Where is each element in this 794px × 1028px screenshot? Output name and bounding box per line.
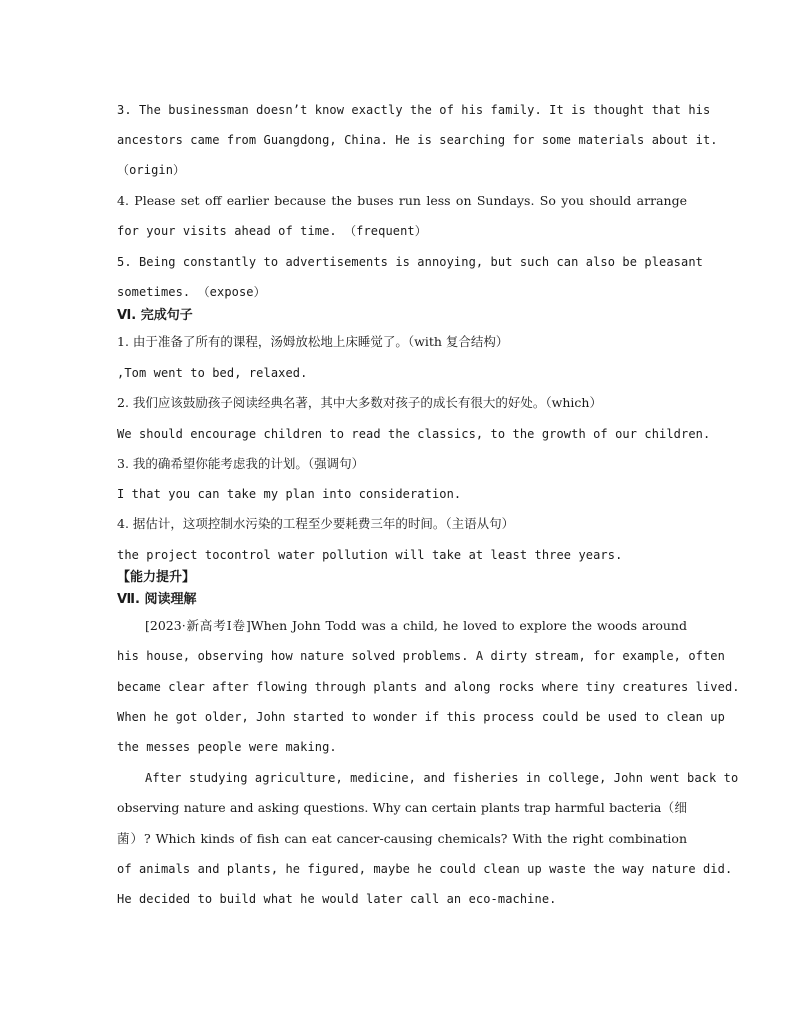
- sentence-3-answer: I that you can take my plan into consideration.: [117, 487, 462, 501]
- q3-hint: （origin）: [117, 163, 186, 177]
- sentence-4-prompt: 4. 据估计，这项控制水污染的工程至少要耗费三年的时间。（主语从句）: [117, 516, 515, 531]
- passage-p2-line2: observing nature and asking questions. Why can certain plants trap harmful bacteria（细: [117, 800, 687, 815]
- q3-line1: 3. The businessman doesn’t know exactly the of his family. It is thought that his: [117, 103, 711, 117]
- q5-line2: sometimes. （expose）: [117, 285, 266, 299]
- sentence-3-prompt: 3. 我的确希望你能考虑我的计划。（强调句）: [117, 456, 365, 471]
- q4-line2: for your visits ahead of time. （frequent）: [117, 224, 427, 238]
- passage-p1-line4: When he got older, John started to wonder if this process could be used to clean up: [117, 710, 725, 724]
- sentence-4-answer: the project tocontrol water pollution will take at least three years.: [117, 548, 623, 562]
- passage-p1-line1: [2023·新高考Ⅰ卷]When John Todd was a child, he loved to explore the woods around: [145, 618, 687, 633]
- passage-p1-line3: became clear after flowing through plants and along rocks where tiny creatures lived.: [117, 680, 740, 694]
- passage-p2-line5: He decided to build what he would later call an eco-machine.: [117, 892, 557, 906]
- section-vi-heading: Ⅵ. 完成句子: [117, 308, 193, 323]
- sentence-2-answer: We should encourage children to read the classics, to the growth of our children.: [117, 427, 711, 441]
- sentence-1-answer: ,Tom went to bed, relaxed.: [117, 366, 308, 380]
- passage-p2-line1: After studying agriculture, medicine, and fisheries in college, John went back to: [145, 771, 739, 785]
- sentence-2-prompt: 2. 我们应该鼓励孩子阅读经典名著，其中大多数对孩子的成长有很大的好处。（which）: [117, 395, 602, 410]
- section-vii-heading: Ⅶ. 阅读理解: [117, 592, 197, 607]
- passage-p1-line2: his house, observing how nature solved problems. A dirty stream, for example, often: [117, 649, 725, 663]
- sentence-1-prompt: 1. 由于准备了所有的课程，汤姆放松地上床睡觉了。（with 复合结构）: [117, 334, 509, 349]
- passage-p2-line4: of animals and plants, he figured, maybe he could clean up waste the way nature did.: [117, 862, 733, 876]
- q4-line1: 4. Please set off earlier because the buses run less on Sundays. So you should arrange: [117, 193, 687, 208]
- q3-line2: ancestors came from Guangdong, China. He is searching for some materials about it.: [117, 133, 718, 147]
- passage-p1-line5: the messes people were making.: [117, 740, 337, 754]
- q5-line1: 5. Being constantly to advertisements is annoying, but such can also be pleasant: [117, 255, 703, 269]
- section-ability-heading: 【能力提升】: [117, 570, 196, 585]
- passage-p2-line3: 菌）? Which kinds of fish can eat cancer-causing chemicals? With the right combination: [117, 831, 687, 846]
